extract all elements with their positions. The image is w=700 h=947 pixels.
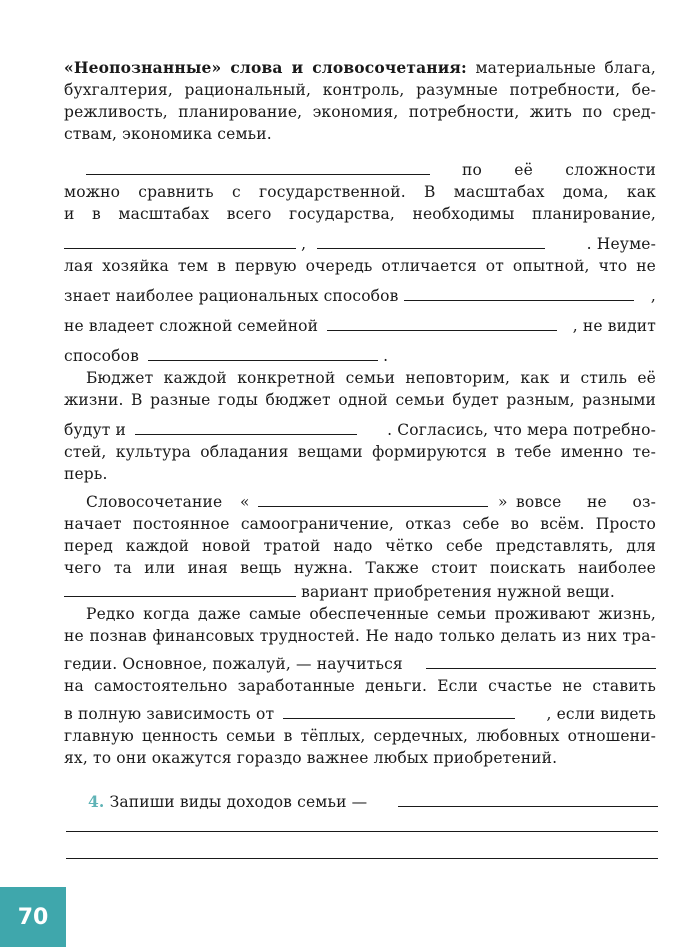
text-line: лая хозяйка тем в первую очередь отличается от опытной, что не xyxy=(64,257,656,275)
text-line: режливость, планирование, экономия, потребности, жить по сред- xyxy=(64,103,656,121)
answer-blank[interactable] xyxy=(283,704,515,719)
page-number-badge xyxy=(0,887,66,947)
text-line: начает постоянное самоограничение, отказ себе во всём. Просто xyxy=(64,515,656,533)
text-line: перь. xyxy=(64,465,108,483)
task-text: Запиши виды доходов семьи — xyxy=(109,793,368,811)
answer-line[interactable] xyxy=(66,858,658,859)
answer-blank[interactable] xyxy=(135,420,357,435)
text-line: и в масштабах всего государства, необходимы планирование, xyxy=(64,205,656,223)
text-line: вариант приобретения нужной вещи. xyxy=(64,582,656,602)
page-number: 70 xyxy=(17,904,49,930)
text-line: Редко когда даже самые обеспеченные семьи проживают жизнь, xyxy=(86,605,656,623)
text-line: ях, то они окажутся гораздо важнее любых приобретений. xyxy=(64,749,558,767)
text-line: не владеет сложной семейной , не видит xyxy=(64,317,656,335)
text-line: на самостоятельно заработанные деньги. Если счастье не ставить xyxy=(64,677,656,695)
task-4 xyxy=(88,792,656,812)
text-line: главную ценность семьи в тёплых, сердечных, любовных отношени- xyxy=(64,727,656,745)
answer-blank[interactable] xyxy=(64,234,296,249)
answer-blank[interactable] xyxy=(404,286,634,301)
text-line: , . Неуме- xyxy=(64,234,656,254)
answer-blank[interactable] xyxy=(426,654,656,669)
text-line: будут и . Согласись, что мера потребно- xyxy=(64,421,656,439)
answer-blank[interactable] xyxy=(398,792,658,807)
text-line: бухгалтерия, рациональный, контроль, разумные потребности, бе- xyxy=(64,81,656,99)
text-line: Словосочетание « » вовсе не оз- xyxy=(86,493,656,511)
vocabulary-heading: «Неопознанные» слова и словосочетания: xyxy=(64,58,467,77)
text-line: по её сложности xyxy=(86,160,656,180)
text-line: «Неопознанные» слова и словосочетания: материальные блага, xyxy=(64,58,657,77)
text-line: в полную зависимость от , если видеть xyxy=(64,705,656,723)
text-line: можно сравнить с государственной. В масштабах дома, как xyxy=(64,183,656,201)
text-line: ствам, экономика семьи. xyxy=(64,125,272,143)
text-line: гедии. Основное, пожалуй, — научиться xyxy=(64,654,656,674)
answer-blank[interactable] xyxy=(148,346,378,361)
text-line: жизни. В разные годы бюджет одной семьи будет разным, разными xyxy=(64,391,656,409)
text-line: перед каждой новой тратой надо чётко себе представлять, для xyxy=(64,537,656,555)
answer-blank[interactable] xyxy=(327,316,557,331)
task-number: 4. xyxy=(88,792,105,811)
answer-blank[interactable] xyxy=(64,582,296,597)
text-line: стей, культура обладания вещами формируются в тебе именно те- xyxy=(64,443,656,461)
text-line: знает наиболее рациональных способов , xyxy=(64,287,656,305)
text-line: способов . xyxy=(64,347,389,365)
answer-blank[interactable] xyxy=(317,234,545,249)
text-line: Бюджет каждой конкретной семьи неповторим, как и стиль её xyxy=(86,369,656,387)
answer-blank[interactable] xyxy=(258,492,488,507)
answer-line[interactable] xyxy=(66,831,658,832)
text-line: не познав финансовых трудностей. Не надо только делать из них тра- xyxy=(64,627,656,645)
answer-blank[interactable] xyxy=(86,160,430,175)
text-line: чего та или иная вещь нужна. Также стоит поискать наиболее xyxy=(64,559,656,577)
